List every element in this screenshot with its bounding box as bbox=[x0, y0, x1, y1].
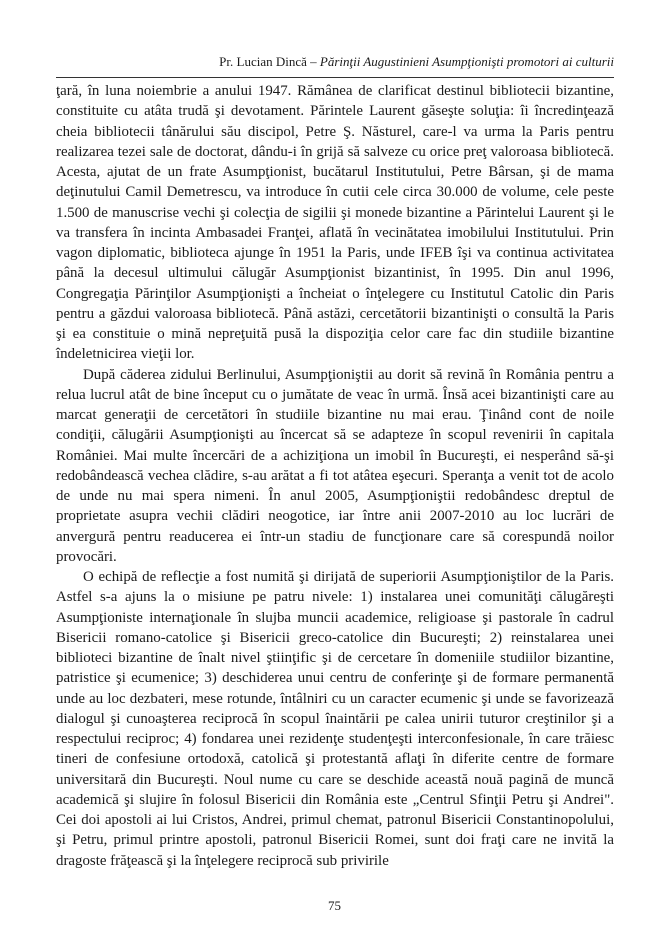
page-number: 75 bbox=[328, 898, 341, 913]
header-author: Pr. Lucian Dincă bbox=[219, 54, 307, 69]
body-text bbox=[56, 81, 614, 871]
header-title: Părinţii Augustinieni Asumpţionişti promotori ai culturii bbox=[319, 54, 614, 69]
header-divider bbox=[56, 77, 614, 78]
paragraph-1: ţară, în luna noiembrie a anului 1947. Rămânea de clarificat destinul bibliotecii bizantine, constituite cu atâta trudă şi devotament. Părintele Laurent găseşte soluţia: îi încredinţează cheia bibliotecii tânărului său discipol, Petre Ş. Năsturel, care-l va urma la Paris pentru realizarea tezei sale de doctorat, dându-i în grijă să salveze cu orice preţ valoroasa bibliotecă. Acesta, ajutat de un frate Asumpţionist, bucătarul Institutului, Petre Bârsan, şi de mama deţinutului Camil Demetrescu, va introduce în cutii cele circa 30.000 de volume, cele peste 1.500 de manuscrise vechi şi colecţia de sigilii şi monede bizantine a Părintelui Laurent şi le va transfera în incinta Ambasadei Franţei, aflată în vecinătatea imobilului Institutului. Prin vagon diplomatic, biblioteca ajunge în 1951 la Paris, unde IFEB îşi va continua activitatea până la decesul ultimului călugăr Asumpţionist bizantinist, în 1995. Din anul 1996, Congregaţia Părinţilor Asumpţionişti a încheiat o înţelegere cu Institutul Catolic din Paris pentru a găzdui valoroasa bibliotecă. Până astăzi, cercetătorii bizantinişti o consultă la Paris şi ea constituie o mină nepreţuită pusă la dispoziţia celor care fac din studiile bizantine îndeletnicirea vieţii lor. bbox=[56, 83, 614, 363]
running-header bbox=[90, 54, 614, 70]
header-separator: – bbox=[306, 54, 320, 69]
paragraph-3: O echipă de reflecţie a fost numită şi dirijată de superiorii Asumpţioniştilor de la Paris. Astfel s-a ajuns la o misiune pe patru nivele: 1) instalarea unei comunităţi călugăreşti Asumpţioniste internaţionale în slujba muncii academice, religioase şi pastorale în cadrul Bisericii romano-catolice şi Bisericii greco-catolice din Bucureşti; 2) reinstalarea unei biblioteci bizantine de înalt nivel ştiinţific şi de cercetare în domeniile studiilor bizantine, patristice şi ecumenice; 3) deschiderea unui centru de conferinţe şi de formare permanentă unde au loc dezbateri, mese rotunde, întâlniri cu un caracter ecumenic şi unde se favorizează dialogul şi cunoaşterea reciprocă în scopul înaintării pe calea unirii tuturor creştinilor şi a respectului reciproc; 4) fondarea unei rezidenţe studenţeşti interconfesionale, în care trăiesc tineri de confesiune ortodoxă, catolică şi protestantă aflaţi în diferite centre de formare universitară din Bucureşti. Noul nume cu care se deschide această nouă pagină de muncă academică şi slujire în folosul Bisericii din România este „Centrul Sfinţii Petru şi Andrei". Cei doi apostoli ai lui Cristos, Andrei, primul chemat, patronul Bisericii Constantinopolului, şi Petru, primul printre apostoli, patronul Bisericii Romei, sunt doi fraţi care ne invită la dragoste frăţească şi la înţelegere reciprocă sub privirile bbox=[56, 569, 614, 869]
paragraph-2: După căderea zidului Berlinului, Asumpţioniştii au dorit să revină în România pentru a relua lucrul atât de bine început cu o jumătate de veac în urmă. Însă acei bizantinişti care au marcat generaţii de cercetători în studiile bizantine nu mai erau. Ţinând cont de noile condiţii, călugării Asumpţionişti au încercat să se adapteze în scopul revenirii în capitala României. Mai multe încercări de a achiziţiona un imobil în Bucureşti, ei nesperând să-şi redobândească vechea clădire, s-au arătat a fi tot atâtea eşecuri. Speranţa a venit tot de acolo de unde nu mai spera nimeni. În anul 2005, Asumpţioniştii redobândesc dreptul de proprietate asupra vechii clădiri neogotice, iar între anii 2007-2010 au loc lucrări de anvergură pentru readucerea ei într-un stadiu de funcţionare care să corespundă noilor provocări. bbox=[56, 366, 614, 565]
